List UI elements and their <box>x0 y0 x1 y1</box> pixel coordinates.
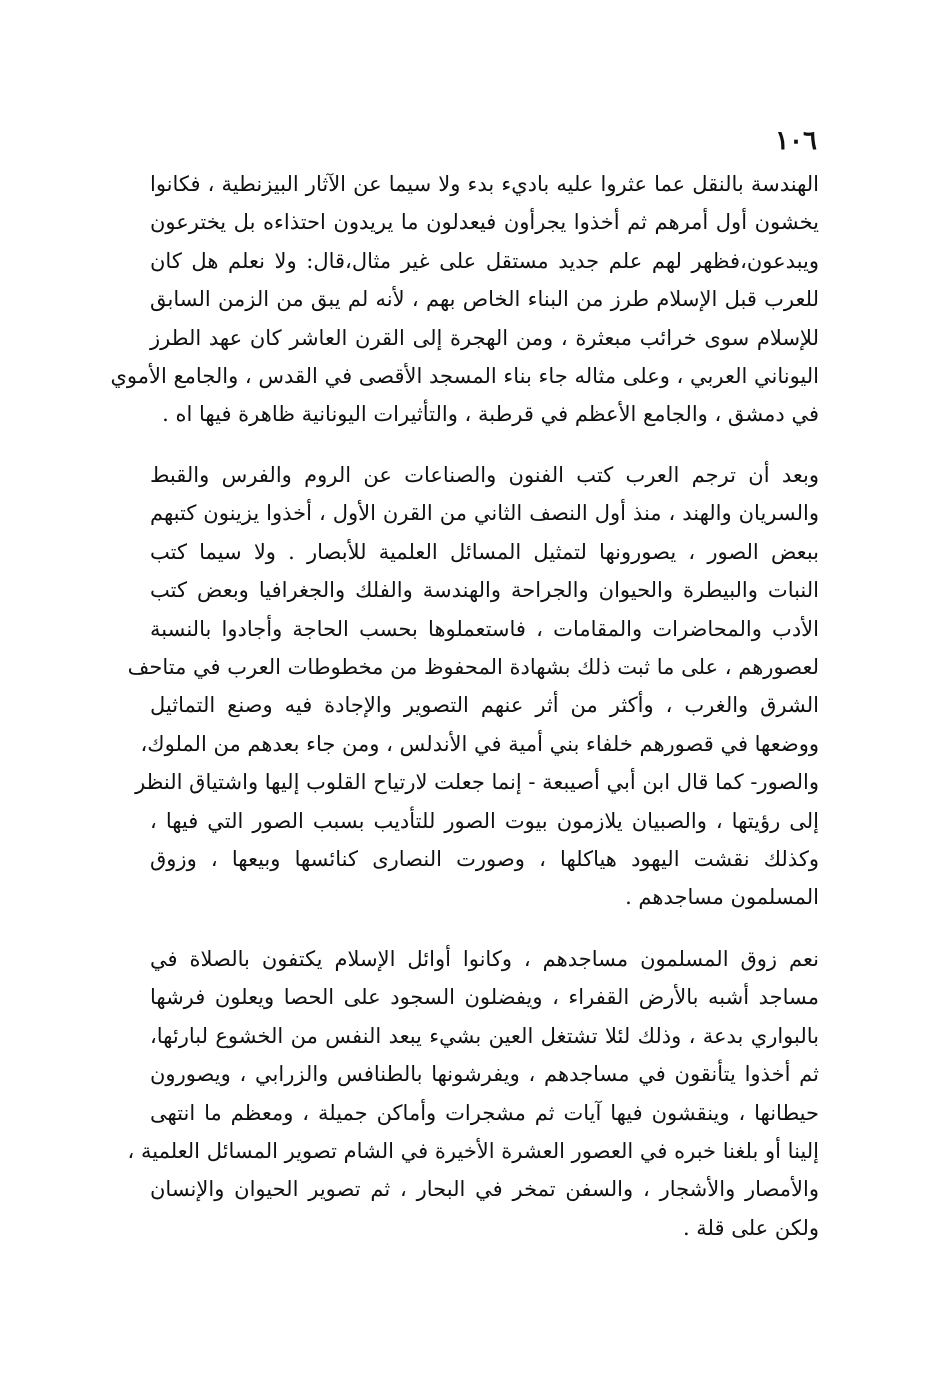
text-line: وكذلك نقشت اليهود هياكلها ، وصورت النصارى كنائسها وبيعها ، وزوق <box>150 846 819 871</box>
text-line: ويبدعون،فظهر لهم علم جديد مستقل على غير مثال،قال: ولا نعلم هل كان <box>150 248 819 273</box>
text-line: إلى رؤيتها ، والصبيان يلازمون بيوت الصور للتأديب بسبب الصور التي فيها ، <box>150 808 819 833</box>
text-line: ووضعها في قصورهم خلفاء بني أمية في الأندلس ، ومن جاء بعدهم من الملوك، <box>140 731 819 756</box>
text-line: الهندسة بالنقل عما عثروا عليه باديء بدء ولا سيما عن الآثار البيزنطية ، فكانوا <box>150 172 819 196</box>
text-line: حيطانها ، وينقشون فيها آيات ثم مشجرات وأماكن جميلة ، ومعظم ما انتهى <box>150 1100 819 1125</box>
text-line: والأمصار والأشجار ، والسفن تمخر في البحار ، ثم تصوير الحيوان والإنسان <box>150 1177 819 1202</box>
text-line: للإسلام سوى خرائب مبعثرة ، ومن الهجرة إلى القرن العاشر كان عهد الطرز <box>150 325 819 350</box>
paragraph-1 <box>110 165 819 434</box>
text-line: والصور- كما قال ابن أبي أصيبعة - إنما جعلت لارتياح القلوب إليها واشتياق النظر <box>135 770 819 795</box>
text-line: والسريان والهند ، منذ أول النصف الثاني من القرن الأول ، أخذوا يزينون كتبهم <box>150 501 819 526</box>
text-line: في دمشق ، والجامع الأعظم في قرطبة ، والتأثيرات اليونانية ظاهرة فيها اه . <box>162 402 819 427</box>
text-line: للعرب قبل الإسلام طرز من البناء الخاص بهم ، لأنه لم يبق من الزمن السابق <box>150 287 819 312</box>
paragraph-3 <box>127 940 819 1247</box>
text-line: إلينا أو بلغنا خبره في العصور العشرة الأخيرة في الشام تصوير المسائل العلمية ، <box>127 1138 819 1163</box>
text-line: ثم أخذوا يتأنقون في مساجدهم ، ويفرشونها بالطنافس والزرابي ، ويصورون <box>150 1062 819 1087</box>
text-line: لعصورهم ، على ما ثبت ذلك بشهادة المحفوظ من مخطوطات العرب في متاحف <box>127 654 819 679</box>
text-line: المسلمون مساجدهم . <box>625 885 819 910</box>
text-line: اليوناني العربي ، وعلى مثاله جاء بناء المسجد الأقصى في القدس ، والجامع الأموي <box>110 363 819 388</box>
text-line: يخشون أول أمرهم ثم أخذوا يجرأون فيعدلون ما يريدون احتذاءه بل يخترعون <box>150 210 819 235</box>
text-line: الشرق والغرب ، وأكثر من أثر عنهم التصوير والإجادة فيه وصنع التماثيل <box>150 693 819 718</box>
text-line: ببعض الصور ، يصورونها لتمثيل المسائل العلمية للأبصار . ولا سيما كتب <box>150 539 819 564</box>
page-number: ١٠٦ <box>775 126 817 156</box>
text-line: النبات والبيطرة والحيوان والجراحة والهندسة والفلك والجغرافيا وبعض كتب <box>150 578 819 603</box>
text-line: وبعد أن ترجم العرب كتب الفنون والصناعات عن الروم والفرس والقبط <box>150 463 819 487</box>
paragraph-2 <box>127 456 819 917</box>
text-line: نعم زوق المسلمون مساجدهم ، وكانوا أوائل الإسلام يكتفون بالصلاة في <box>150 947 819 971</box>
text-line: بالبواري بدعة ، وذلك لئلا تشتغل العين بشيء يبعد النفس من الخشوع لبارئها، <box>150 1023 819 1048</box>
text-line: مساجد أشبه بالأرض القفراء ، ويفضلون السجود على الحصا ويعلون فرشها <box>150 985 819 1010</box>
text-line: الأدب والمحاضرات والمقامات ، فاستعملوها بحسب الحاجة وأجادوا بالنسبة <box>150 616 819 641</box>
text-line: ولكن على قلة . <box>682 1215 819 1240</box>
